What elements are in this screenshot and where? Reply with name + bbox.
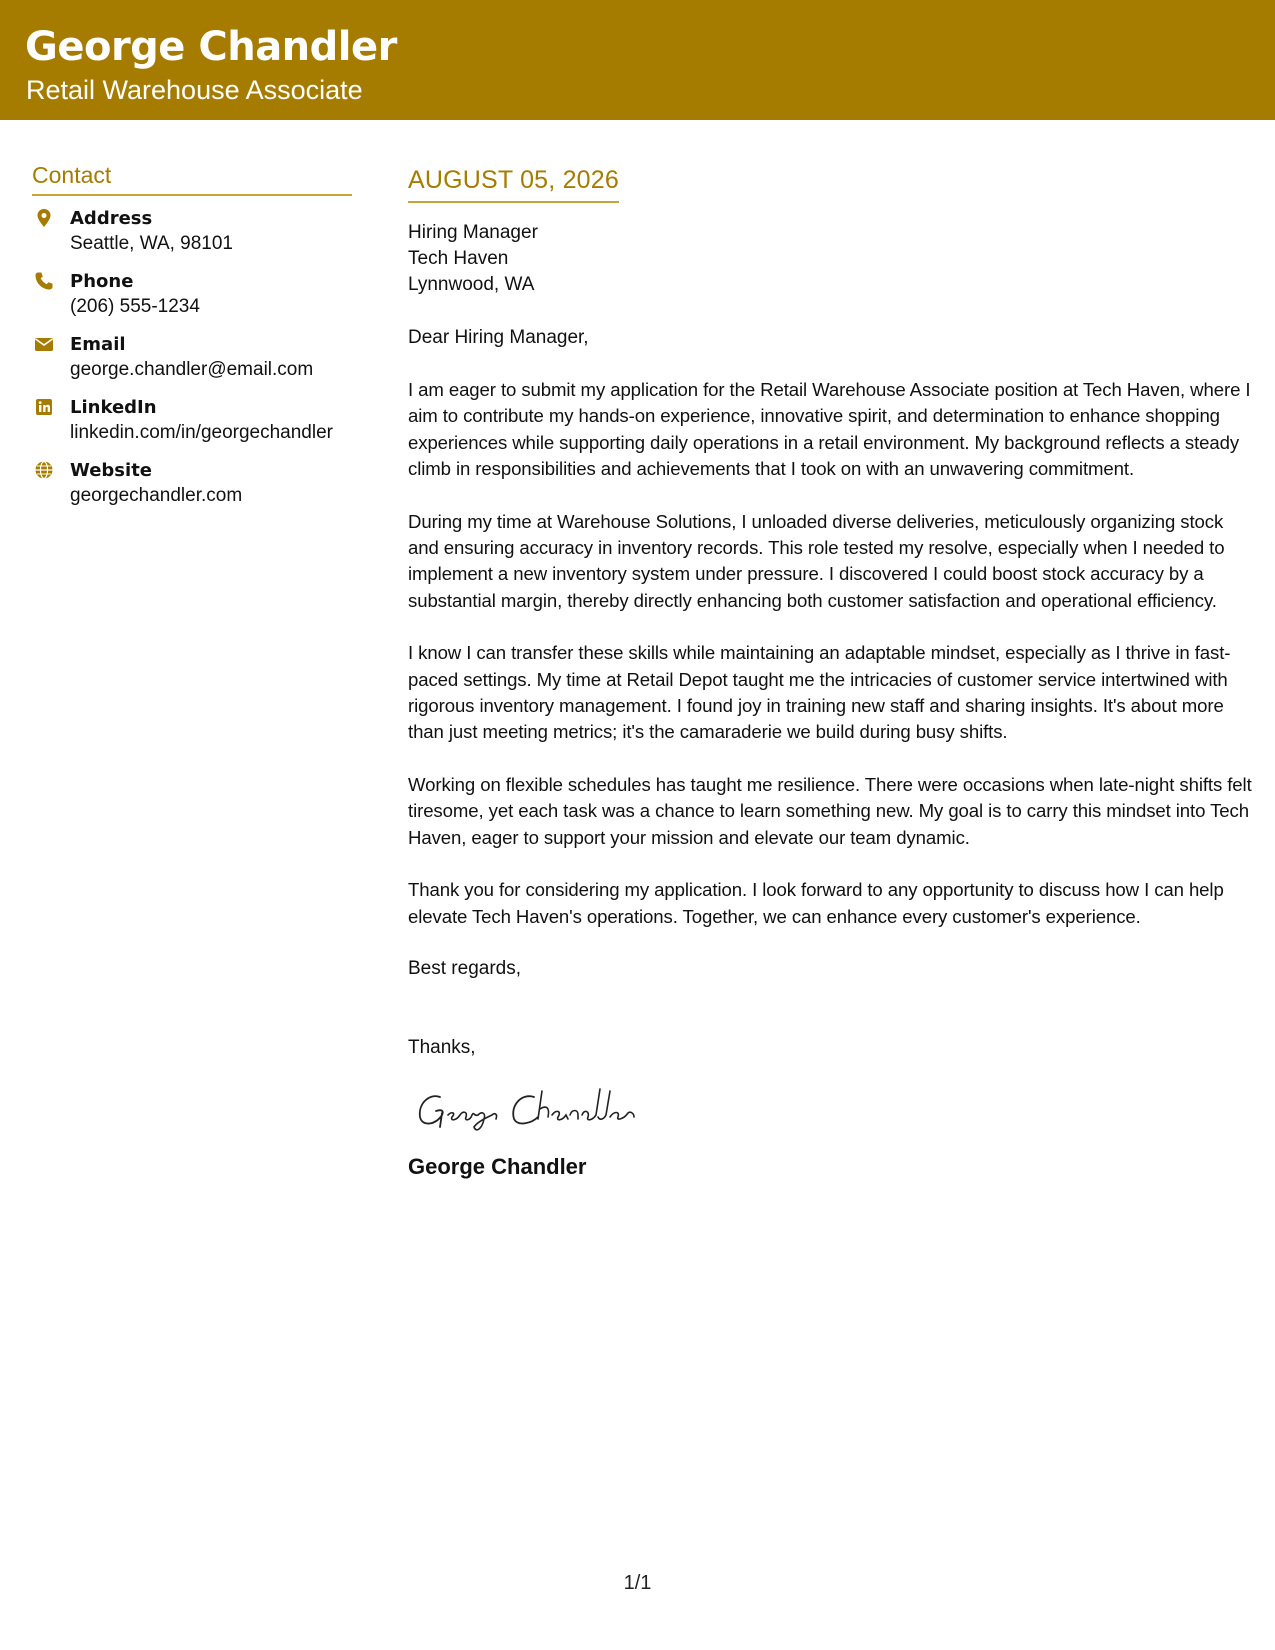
page-number: 1/1 [623,1572,652,1594]
contact-label-email: Email [70,334,126,355]
contact-value-phone: (206) 555-1234 [70,296,200,317]
salutation: Dear Hiring Manager, [408,327,589,348]
paragraph-skills: I know I can transfer these skills while maintaining an adaptable mindset, especially as I thrive in fast-paced settings. My time at Retail Depot taught me the intricacies of customer service intertwined with rigorous inventory management. I found joy in training new staff and sharing insights. It's about more than just meeting metrics; it's the camaraderie we build during busy shifts. [408,642,1231,743]
closing-line: Best regards, [408,957,521,979]
recipient-location: Lynnwood, WA [408,274,535,295]
phone-icon [34,271,54,291]
contact-item-email [32,333,352,396]
letter-date: AUGUST 05, 2026 [408,166,619,194]
job-title: Retail Warehouse Associate [26,75,363,105]
contact-value-linkedin[interactable]: linkedin.com/in/georgechandler [70,422,333,443]
applicant-name: George Chandler [25,24,397,70]
contact-value-website[interactable]: georgechandler.com [70,485,243,506]
recipient-company: Tech Haven [408,248,509,269]
contact-value-address: Seattle, WA, 98101 [70,233,234,254]
contact-label-website: Website [70,460,153,481]
handwritten-signature [412,1081,672,1137]
contact-item-phone [32,270,352,333]
globe-icon [34,460,54,480]
letter-body [408,164,1258,1182]
contact-sidebar [32,160,352,522]
envelope-icon [34,334,54,354]
paragraph-resilience: Working on flexible schedules has taught me resilience. There were occasions when late-night shifts felt tiresome, yet each task was a chance to learn something new. My goal is to carry this mindset into Tech Haven, eager to support your mission and elevate our team dynamic. [408,773,1252,848]
recipient-title: Hiring Manager [408,222,538,243]
paragraph-intro: I am eager to submit my application for the Retail Warehouse Associate position at Tech Haven, where I aim to contribute my hands-on experience, innovative spirit, and determination to enhance shopping experiences while supporting daily operations in a retail environment. My background reflects a steady climb in responsibilities and achievements that I took on with an unwavering commitment. [408,379,1251,480]
signer-name: George Chandler [408,1153,587,1179]
date-block [408,164,619,203]
paragraph-experience: During my time at Warehouse Solutions, I unloaded diverse deliveries, meticulously organizing stock and ensuring accuracy in inventory records. This role tested my resolve, especially when I needed to implement a new inventory system under pressure. I discovered I could boost stock accuracy by a substantial margin, thereby directly enhancing both customer satisfaction and operational efficiency. [408,510,1225,611]
contact-heading: Contact [32,160,352,196]
contact-item-linkedin [32,396,352,459]
linkedin-icon [34,397,54,417]
contact-label-linkedin: LinkedIn [70,397,157,418]
recipient-block [408,220,1258,298]
contact-value-email[interactable]: george.chandler@email.com [70,359,314,380]
header-banner [0,0,1275,120]
contact-item-website [32,459,352,522]
map-pin-icon [34,208,54,228]
paragraph-thanks: Thank you for considering my application. I look forward to any opportunity to discuss how I can help elevate Tech Haven's operations. Together, we can enhance every customer's experience. [408,879,1224,927]
contact-label-phone: Phone [70,271,134,292]
contact-item-address [32,207,352,270]
thanks-line: Thanks, [408,1036,476,1058]
contact-label-address: Address [70,208,153,229]
